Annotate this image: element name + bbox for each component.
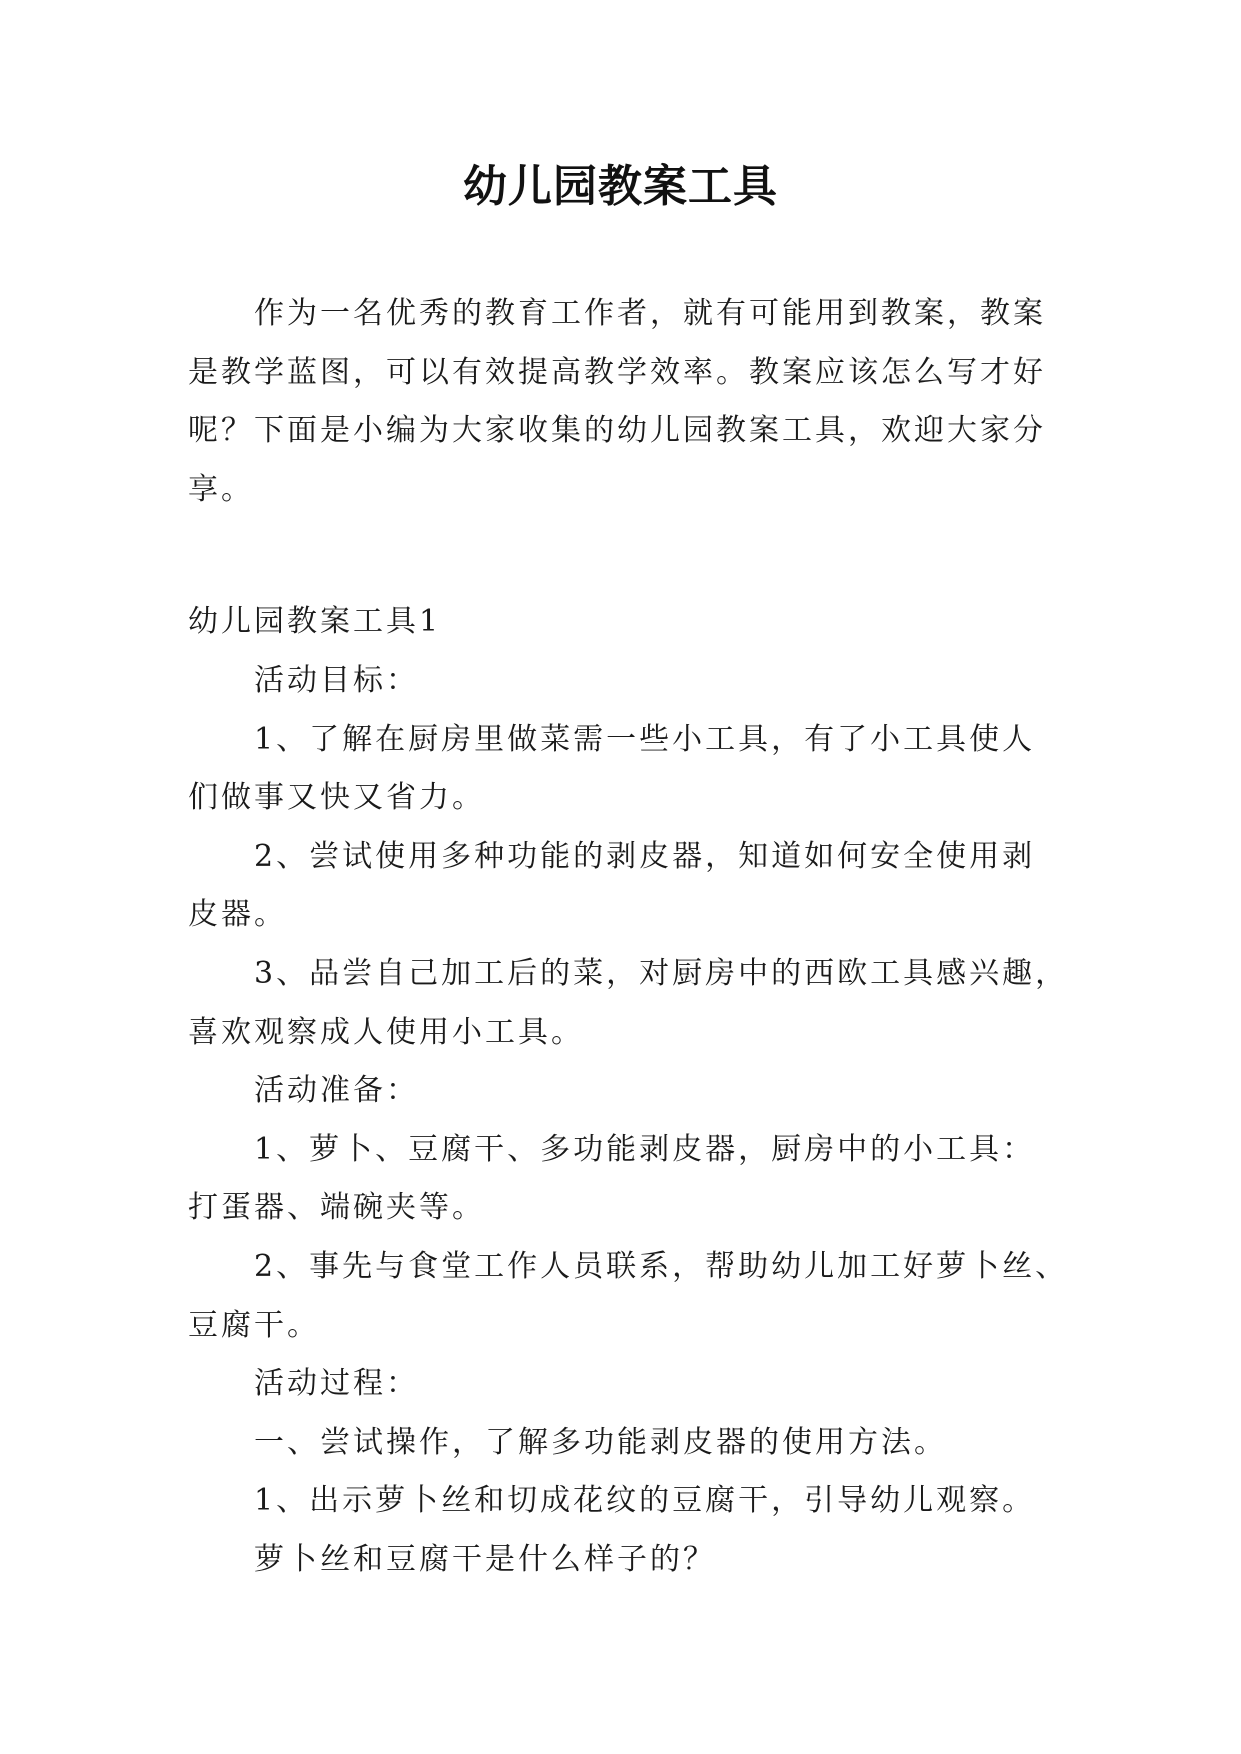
body-line: 打蛋器、端碗夹等。 bbox=[188, 1190, 485, 1226]
body-line: 萝卜丝和豆腐干是什么样子的？ bbox=[254, 1541, 716, 1577]
subheading-preparation: 活动准备： bbox=[254, 1073, 419, 1109]
body-line: 一、尝试操作，了解多功能剥皮器的使用方法。 bbox=[254, 1424, 947, 1460]
subheading-goals: 活动目标： bbox=[254, 662, 419, 698]
subheading-process: 活动过程： bbox=[254, 1366, 419, 1402]
paragraph-gap bbox=[188, 519, 1058, 593]
body-line: 2、事先与食堂工作人员联系，帮助幼儿加工好萝卜丝、 bbox=[254, 1248, 1069, 1284]
section-heading: 幼儿园教案工具1 bbox=[188, 604, 442, 640]
body-line: 皮器。 bbox=[188, 897, 287, 933]
intro-line: 是教学蓝图，可以有效提高教学效率。教案应该怎么写才好 bbox=[188, 354, 1046, 390]
body-line: 们做事又快又省力。 bbox=[188, 780, 485, 816]
body-line: 1、出示萝卜丝和切成花纹的豆腐干，引导幼儿观察。 bbox=[254, 1483, 1036, 1519]
body-line: 1、了解在厨房里做菜需一些小工具，有了小工具使人 bbox=[254, 721, 1036, 757]
body-line: 豆腐干。 bbox=[188, 1307, 320, 1343]
document-body bbox=[188, 285, 1069, 1589]
intro-line: 作为一名优秀的教育工作者，就有可能用到教案，教案 bbox=[254, 296, 1046, 331]
body-line: 1、萝卜、豆腐干、多功能剥皮器，厨房中的小工具： bbox=[254, 1131, 1036, 1167]
body-line: 喜欢观察成人使用小工具。 bbox=[188, 1014, 584, 1050]
intro-line: 呢？下面是小编为大家收集的幼儿园教案工具，欢迎大家分 bbox=[188, 413, 1046, 449]
body-line: 2、尝试使用多种功能的剥皮器，知道如何安全使用剥 bbox=[254, 838, 1036, 874]
intro-line: 享。 bbox=[188, 471, 254, 507]
body-line: 3、品尝自己加工后的菜，对厨房中的西欧工具感兴趣， bbox=[254, 955, 1069, 991]
document-title: 幼儿园教案工具 bbox=[463, 161, 778, 212]
